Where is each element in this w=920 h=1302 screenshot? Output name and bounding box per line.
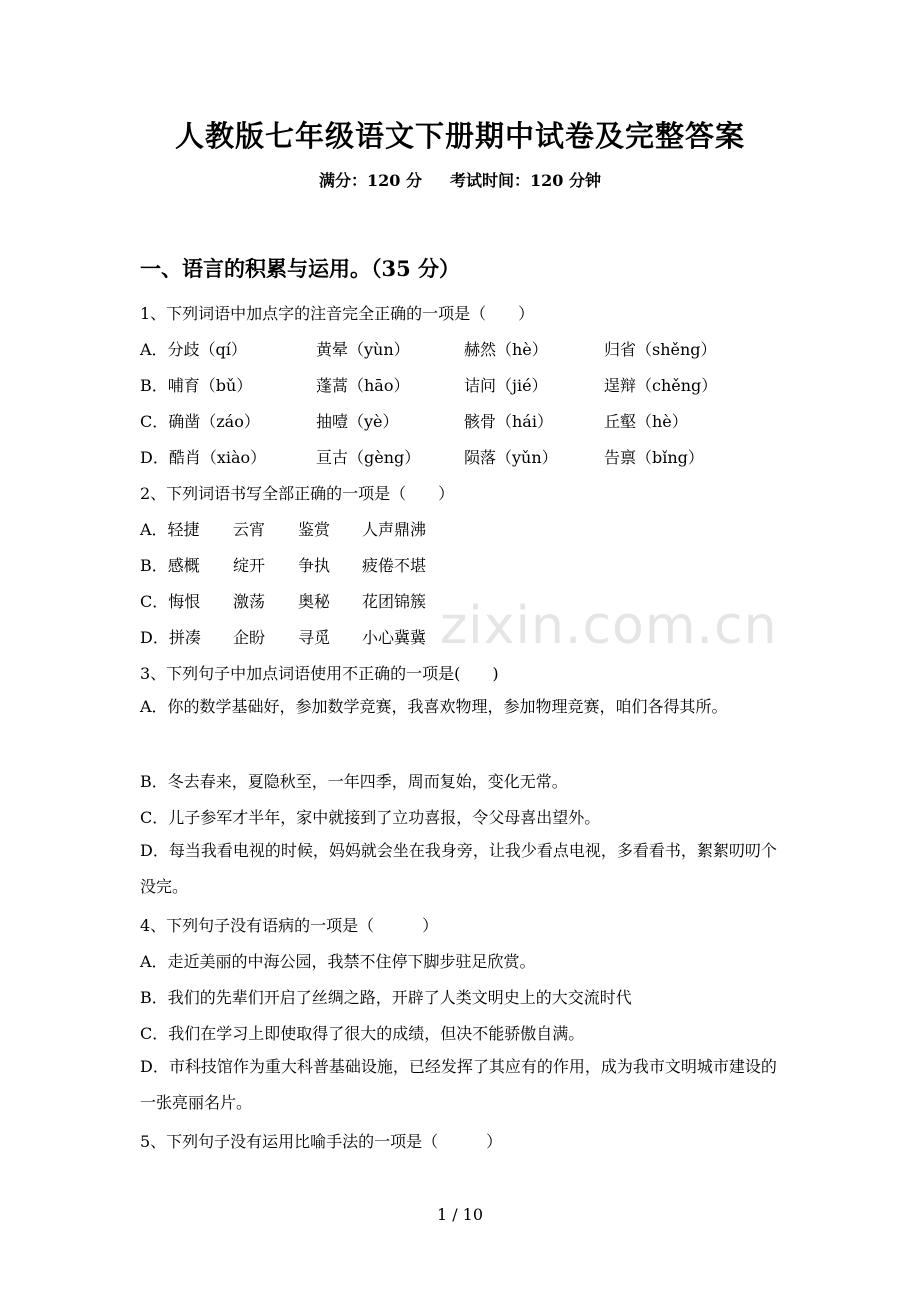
q2-option-c-2: 激荡 [233,592,266,611]
exam-info [0,168,920,191]
exam-time: 考试时间：120 分钟 [450,171,601,190]
question-1-stem: 1、下列词语中加点字的注音完全正确的一项是（ ） [140,304,535,323]
q3-option-c: C．儿子参军才半年，家中就接到了立功喜报，令父母喜出望外。 [140,808,601,827]
q2-option-a-3: 鉴赏 [298,520,331,539]
q1-option-d-3: 陨落（yǔn） [464,448,558,467]
q1-option-b-4: 逞辩（chěng） [604,376,718,395]
page-title: 人教版七年级语文下册期中试卷及完整答案 [174,119,745,153]
question-5-stem: 5、下列句子没有运用比喻手法的一项是（ ） [140,1132,503,1151]
page-number: 1 / 10 [436,1205,484,1224]
question-3-stem: 3、下列句子中加点词语使用不正确的一项是( ) [140,664,499,683]
q2-option-a-1: A．轻捷 [140,520,200,539]
q2-option-d-3: 寻觅 [298,628,331,647]
q1-option-d-2: 亘古（gèng） [316,448,421,467]
q2-option-b-3: 争执 [298,556,331,575]
q1-option-d-4: 告禀（bǐng） [604,448,704,467]
section-heading: 一、语言的积累与运用。（35 分） [140,256,461,281]
q4-option-a: A．走近美丽的中海公园，我禁不住停下脚步驻足欣赏。 [140,952,536,971]
q4-option-b: B．我们的先辈们开启了丝绸之路，开辟了人类文明史上的大交流时代 [140,988,632,1007]
q2-option-d-2: 企盼 [233,628,266,647]
q3-option-b: B．冬去春来，夏隐秋至，一年四季，周而复始，变化无常。 [140,772,568,791]
q1-option-d-1: D．酷肖（xiào） [140,448,267,467]
q4-option-c: C．我们在学习上即使取得了很大的成绩，但决不能骄傲自满。 [140,1024,585,1043]
q1-option-b-1: B．哺育（bǔ） [140,376,253,395]
q1-option-a-2: 黄晕（yùn） [316,340,410,359]
q3-option-a: A．你的数学基础好，参加数学竞赛，我喜欢物理，参加物理竞赛，咱们各得其所。 [140,697,728,716]
q4-option-d: D．市科技馆作为重大科普基础设施，已经发挥了其应有的作用，成为我市文明城市建设的一张亮丽名片。 [140,1057,777,1112]
full-score: 满分：120 分 [319,171,422,190]
question-4-stem: 4、下列句子没有语病的一项是（ ） [140,916,439,935]
q2-option-b-2: 绽开 [233,556,266,575]
q2-option-a-4: 人声鼎沸 [362,520,427,539]
q2-option-d-4: 小心冀冀 [362,628,427,647]
q2-option-b-1: B．感概 [140,556,200,575]
q1-option-b-2: 蓬蒿（hāo） [316,376,410,395]
q2-option-d-1: D．拼凑 [140,628,201,647]
q1-option-c-3: 骸骨（hái） [464,412,553,431]
watermark: zixin.com.cn [440,596,778,656]
q1-option-a-4: 归省（shěng） [604,340,717,359]
q2-option-c-1: C．悔恨 [140,592,201,611]
q1-option-a-1: A．分歧（qí） [140,340,247,359]
q2-option-c-3: 奥秘 [298,592,331,611]
q2-option-a-2: 云宵 [233,520,266,539]
q1-option-a-3: 赫然（hè） [464,340,548,359]
q2-option-b-4: 疲倦不堪 [362,556,427,575]
question-2-stem: 2、下列词语书写全部正确的一项是（ ） [140,484,455,503]
q2-option-c-4: 花团锦簇 [362,592,427,611]
q1-option-b-3: 诘问（jié） [464,376,548,395]
q1-option-c-4: 丘壑（hè） [604,412,688,431]
q1-option-c-1: C．确凿（záo） [140,412,260,431]
q1-option-c-2: 抽噎（yè） [316,412,399,431]
q3-option-d: D．每当我看电视的时候，妈妈就会坐在我身旁，让我少看点电视，多看看书，絮絮叨叨个没完。 [140,841,777,896]
